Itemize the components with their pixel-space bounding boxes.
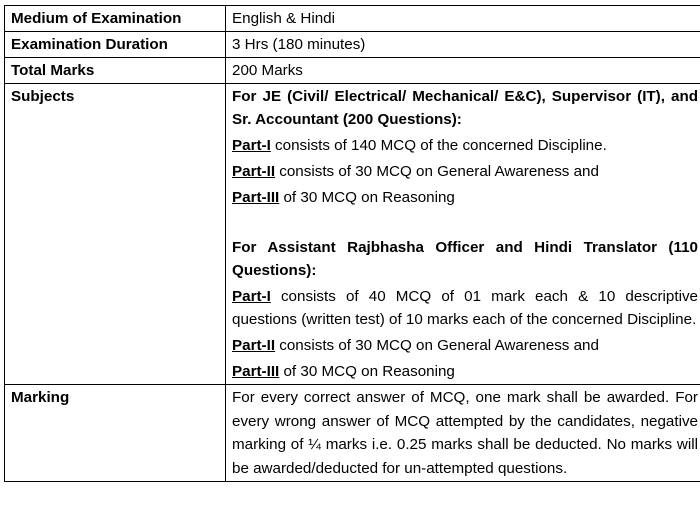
group2-part3-label: Part-III xyxy=(232,363,280,380)
group2-part2 xyxy=(232,334,698,357)
group1-part3 xyxy=(232,186,698,209)
group1-part1-label: Part-I xyxy=(232,137,271,154)
group1-part1-text: consists of 140 MCQ of the concerned Discipline. xyxy=(270,137,607,154)
group1-part1 xyxy=(232,134,698,157)
row-value-subjects xyxy=(226,84,700,385)
group2-part3-text: of 30 MCQ on Reasoning xyxy=(279,363,455,380)
table-row xyxy=(5,6,700,32)
group2-heading: For Assistant Rajbhasha Officer and Hindi Translator (110 Questions): xyxy=(232,239,698,279)
row-label-duration: Examination Duration xyxy=(5,32,226,58)
group1-part3-text: of 30 MCQ on Reasoning xyxy=(279,189,455,206)
group1-part2-text: consists of 30 MCQ on General Awareness and xyxy=(275,163,599,180)
table-row xyxy=(5,32,700,58)
row-label-total-marks: Total Marks xyxy=(5,58,226,84)
group1-part2 xyxy=(232,160,698,183)
group2-part3 xyxy=(232,360,698,383)
group2-part1-label: Part-I xyxy=(232,288,271,305)
exam-details-table xyxy=(4,5,700,482)
group2-part2-text: consists of 30 MCQ on General Awareness and xyxy=(275,337,599,354)
group2-part2-label: Part-II xyxy=(232,337,276,354)
row-label-subjects: Subjects xyxy=(5,84,226,385)
group1-part3-label: Part-III xyxy=(232,189,280,206)
table-row xyxy=(5,84,700,385)
row-label-marking: Marking xyxy=(5,385,226,482)
row-value-marking xyxy=(226,385,700,482)
table-row xyxy=(5,385,700,482)
group2-part1-text: consists of 40 MCQ of 01 mark each & 10 descriptive questions (written test) of 10 marks each of the concerned Discipline. xyxy=(232,288,698,328)
group1-part2-label: Part-II xyxy=(232,163,276,180)
group1-heading: For JE (Civil/ Electrical/ Mechanical/ E&C), Supervisor (IT), and Sr. Accountant (200 Questions): xyxy=(232,88,698,128)
row-value-medium: English & Hindi xyxy=(226,6,700,32)
row-value-duration: 3 Hrs (180 minutes) xyxy=(226,32,700,58)
group2-part1 xyxy=(232,285,698,331)
row-value-total-marks: 200 Marks xyxy=(226,58,700,84)
marking-text: For every correct answer of MCQ, one mark shall be awarded. For every wrong answer of MCQ attempted by the candidates, negative marking of ¼ marks i.e. 0.25 marks shall be deducted. No marks will be awarded/deducted for un-attempted questions. xyxy=(232,389,698,477)
table-row xyxy=(5,58,700,84)
row-label-medium: Medium of Examination xyxy=(5,6,226,32)
